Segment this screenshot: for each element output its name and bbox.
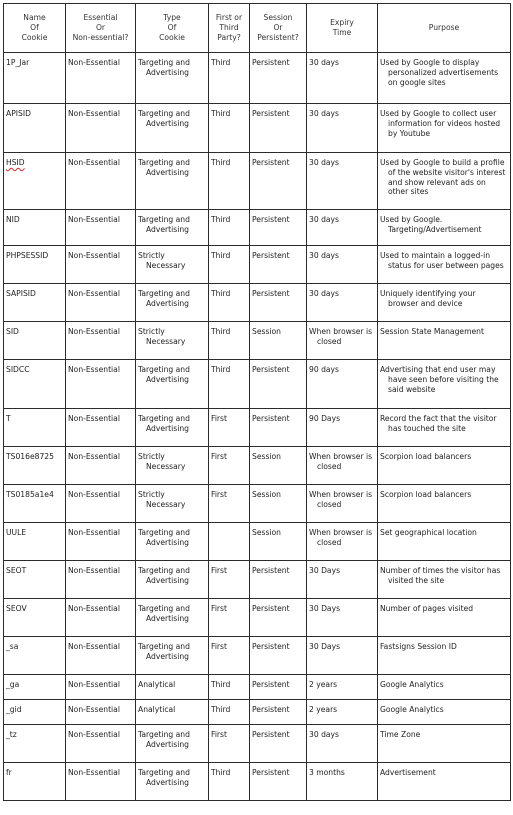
cell-type: Targeting and Advertising <box>136 153 209 210</box>
table-row <box>4 409 511 447</box>
cell-purpose: Scorpion load balancers <box>378 447 511 485</box>
cell-duration: Persistent <box>250 763 307 801</box>
cell-name: T <box>4 409 66 447</box>
cell-purpose: Uniquely identifying your browser and device <box>378 284 511 322</box>
cell-name: TS016e8725 <box>4 447 66 485</box>
cell-purpose: Used by Google to build a profile of the website visitor's interest and show relevant ads on other sites <box>378 153 511 210</box>
cell-expiry: 30 days <box>307 104 378 153</box>
cell-expiry: When browser is closed <box>307 523 378 561</box>
cookie-table <box>3 3 511 801</box>
cell-expiry: 30 days <box>307 725 378 763</box>
cell-purpose: Record the fact that the visitor has touched the site <box>378 409 511 447</box>
cell-name: UULE <box>4 523 66 561</box>
cell-purpose: Time Zone <box>378 725 511 763</box>
cell-essential: Non-Essential <box>66 322 136 360</box>
cell-essential: Non-Essential <box>66 485 136 523</box>
cell-expiry: When browser is closed <box>307 322 378 360</box>
cell-expiry: 30 days <box>307 53 378 104</box>
cell-expiry: 2 years <box>307 700 378 725</box>
cell-expiry: 30 days <box>307 284 378 322</box>
cell-duration: Persistent <box>250 284 307 322</box>
cell-party: First <box>209 561 250 599</box>
cell-expiry: 2 years <box>307 675 378 700</box>
cell-type: Targeting and Advertising <box>136 523 209 561</box>
table-row <box>4 104 511 153</box>
cell-essential: Non-Essential <box>66 360 136 409</box>
cell-party: Third <box>209 360 250 409</box>
cell-expiry: 30 Days <box>307 637 378 675</box>
header-cell: Name Of Cookie <box>4 4 66 53</box>
cell-duration: Persistent <box>250 104 307 153</box>
cell-party: Third <box>209 153 250 210</box>
cell-name: APISID <box>4 104 66 153</box>
cell-type: Targeting and Advertising <box>136 53 209 104</box>
header-cell: Expiry Time <box>307 4 378 53</box>
cell-name: SAPISID <box>4 284 66 322</box>
table-row <box>4 599 511 637</box>
table-row <box>4 284 511 322</box>
cell-duration: Session <box>250 485 307 523</box>
cell-type: Targeting and Advertising <box>136 637 209 675</box>
cell-party: Third <box>209 675 250 700</box>
cell-name: SEOV <box>4 599 66 637</box>
cell-purpose: Advertising that end user may have seen before visiting the said website <box>378 360 511 409</box>
cell-name: PHPSESSID <box>4 246 66 284</box>
cell-purpose: Fastsigns Session ID <box>378 637 511 675</box>
cell-party: Third <box>209 322 250 360</box>
table-row <box>4 322 511 360</box>
cell-name: _tz <box>4 725 66 763</box>
table-row <box>4 700 511 725</box>
cell-type: Strictly Necessary <box>136 246 209 284</box>
cell-essential: Non-Essential <box>66 284 136 322</box>
cell-purpose: Google Analytics <box>378 675 511 700</box>
cell-name: NID <box>4 210 66 246</box>
cell-purpose: Google Analytics <box>378 700 511 725</box>
cell-type: Strictly Necessary <box>136 485 209 523</box>
cell-party: Third <box>209 284 250 322</box>
cell-duration: Persistent <box>250 561 307 599</box>
cell-purpose: Number of pages visited <box>378 599 511 637</box>
cell-name: SID <box>4 322 66 360</box>
table-row <box>4 561 511 599</box>
cell-type: Targeting and Advertising <box>136 284 209 322</box>
cell-purpose: Number of times the visitor has visited the site <box>378 561 511 599</box>
cell-type: Targeting and Advertising <box>136 104 209 153</box>
table-row <box>4 523 511 561</box>
cell-purpose: Used by Google. Targeting/Advertisement <box>378 210 511 246</box>
cell-party: First <box>209 599 250 637</box>
cell-duration: Persistent <box>250 637 307 675</box>
table-row <box>4 763 511 801</box>
header-cell: Essential Or Non-essential? <box>66 4 136 53</box>
cell-expiry: When browser is closed <box>307 447 378 485</box>
cell-party: First <box>209 485 250 523</box>
cell-name: SEOT <box>4 561 66 599</box>
table-row <box>4 485 511 523</box>
cell-purpose: Set geographical location <box>378 523 511 561</box>
cell-expiry: 30 days <box>307 210 378 246</box>
cell-duration: Persistent <box>250 153 307 210</box>
cell-essential: Non-Essential <box>66 561 136 599</box>
cell-party: First <box>209 725 250 763</box>
table-row <box>4 637 511 675</box>
cell-expiry: 30 days <box>307 246 378 284</box>
cell-essential: Non-Essential <box>66 447 136 485</box>
cell-name: TS0185a1e4 <box>4 485 66 523</box>
cell-party: First <box>209 447 250 485</box>
header-cell: First or Third Party? <box>209 4 250 53</box>
table-row <box>4 246 511 284</box>
cell-type: Targeting and Advertising <box>136 599 209 637</box>
cell-expiry: 30 Days <box>307 599 378 637</box>
cell-expiry: 3 months <box>307 763 378 801</box>
cell-duration: Persistent <box>250 53 307 104</box>
cell-party: First <box>209 637 250 675</box>
table-row <box>4 447 511 485</box>
cell-type: Strictly Necessary <box>136 447 209 485</box>
cell-duration: Persistent <box>250 725 307 763</box>
cell-purpose: Advertisement <box>378 763 511 801</box>
cookie-table-body <box>4 53 511 801</box>
cell-expiry: 90 days <box>307 360 378 409</box>
cell-party <box>209 523 250 561</box>
header-cell: Purpose <box>378 4 511 53</box>
cell-duration: Session <box>250 447 307 485</box>
cell-purpose: Session State Management <box>378 322 511 360</box>
cell-name: _gid <box>4 700 66 725</box>
table-row <box>4 210 511 246</box>
cell-party: Third <box>209 210 250 246</box>
cell-expiry: When browser is closed <box>307 485 378 523</box>
cell-duration: Session <box>250 322 307 360</box>
cell-duration: Persistent <box>250 210 307 246</box>
cell-party: Third <box>209 763 250 801</box>
cell-duration: Persistent <box>250 360 307 409</box>
cell-purpose: Used by Google to collect user information for videos hosted by Youtube <box>378 104 511 153</box>
cell-essential: Non-Essential <box>66 104 136 153</box>
header-cell: Session Or Persistent? <box>250 4 307 53</box>
cell-expiry: 30 days <box>307 153 378 210</box>
cell-essential: Non-Essential <box>66 599 136 637</box>
table-row <box>4 360 511 409</box>
header-row <box>4 4 511 53</box>
cell-essential: Non-Essential <box>66 675 136 700</box>
cell-type: Strictly Necessary <box>136 322 209 360</box>
table-row <box>4 53 511 104</box>
cell-essential: Non-Essential <box>66 763 136 801</box>
cell-name: 1P_Jar <box>4 53 66 104</box>
cell-party: Third <box>209 246 250 284</box>
cell-name: _sa <box>4 637 66 675</box>
header-cell: Type Of Cookie <box>136 4 209 53</box>
cell-type: Targeting and Advertising <box>136 210 209 246</box>
table-row <box>4 725 511 763</box>
cell-name: SIDCC <box>4 360 66 409</box>
cell-duration: Persistent <box>250 700 307 725</box>
cell-duration: Persistent <box>250 599 307 637</box>
cell-name: fr <box>4 763 66 801</box>
cell-expiry: 90 Days <box>307 409 378 447</box>
cell-essential: Non-Essential <box>66 409 136 447</box>
cell-essential: Non-Essential <box>66 210 136 246</box>
cell-essential: Non-Essential <box>66 725 136 763</box>
cell-purpose: Used by Google to display personalized advertisements on google sites <box>378 53 511 104</box>
cell-essential: Non-Essential <box>66 523 136 561</box>
cell-party: Third <box>209 700 250 725</box>
cell-purpose: Scorpion load balancers <box>378 485 511 523</box>
cell-duration: Persistent <box>250 409 307 447</box>
cell-purpose: Used to maintain a logged-in status for user between pages <box>378 246 511 284</box>
cell-duration: Persistent <box>250 675 307 700</box>
cell-party: Third <box>209 104 250 153</box>
table-row <box>4 675 511 700</box>
table-row <box>4 153 511 210</box>
cell-duration: Persistent <box>250 246 307 284</box>
cell-essential: Non-Essential <box>66 700 136 725</box>
cell-party: Third <box>209 53 250 104</box>
cell-type: Targeting and Advertising <box>136 561 209 599</box>
cell-expiry: 30 Days <box>307 561 378 599</box>
cell-essential: Non-Essential <box>66 246 136 284</box>
cell-type: Analytical <box>136 675 209 700</box>
cell-name: _ga <box>4 675 66 700</box>
cell-type: Targeting and Advertising <box>136 725 209 763</box>
cell-type: Analytical <box>136 700 209 725</box>
cell-essential: Non-Essential <box>66 153 136 210</box>
cell-name: HSID <box>4 153 66 210</box>
cell-type: Targeting and Advertising <box>136 763 209 801</box>
cell-type: Targeting and Advertising <box>136 409 209 447</box>
cell-essential: Non-Essential <box>66 53 136 104</box>
cell-party: First <box>209 409 250 447</box>
cell-essential: Non-Essential <box>66 637 136 675</box>
cell-duration: Session <box>250 523 307 561</box>
cell-type: Targeting and Advertising <box>136 360 209 409</box>
